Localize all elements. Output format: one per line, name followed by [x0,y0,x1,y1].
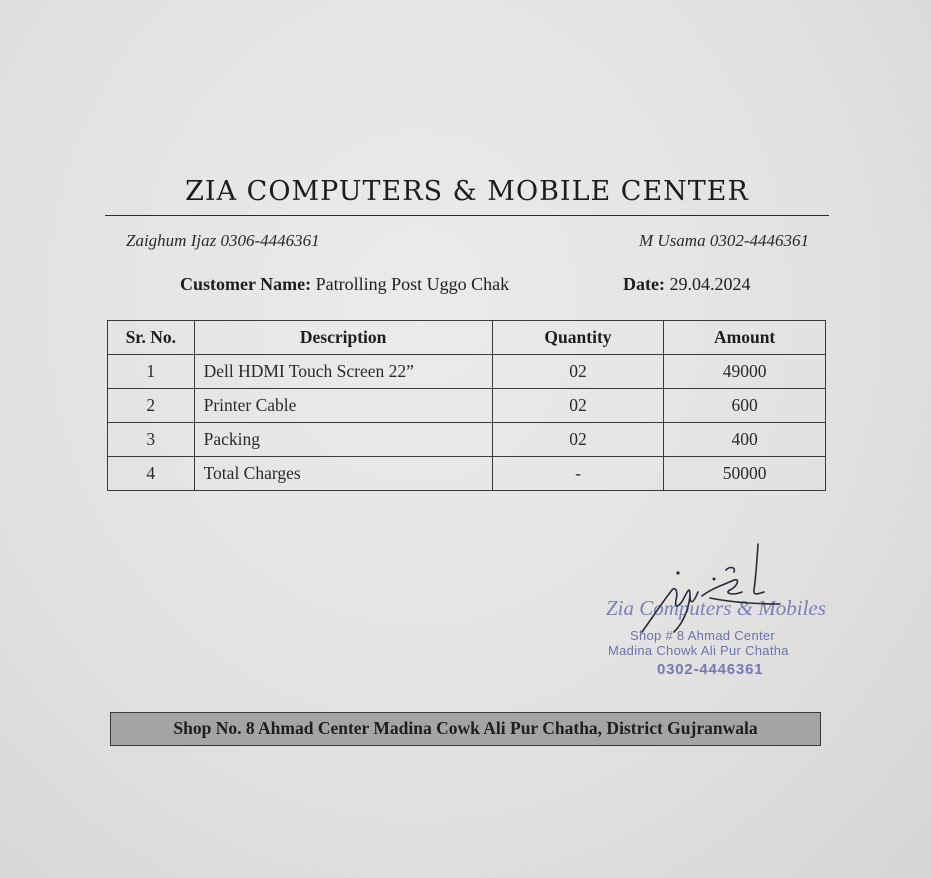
cell-description: Printer Cable [194,389,492,423]
cell-sr: 4 [108,457,195,491]
table-row [108,457,826,491]
contact-left: Zaighum Ijaz 0306-4446361 [126,231,320,250]
date-value: 29.04.2024 [669,274,751,294]
stamp-name: Zia Computers & Mobiles [606,596,826,620]
stamp-address-line-2: Madina Chowk Ali Pur Chatha [608,643,789,658]
cell-quantity: 02 [492,389,664,423]
signature [630,540,790,640]
cell-amount: 600 [664,389,826,423]
header-description: Description [194,321,492,355]
cell-sr: 2 [108,389,195,423]
contact-right: M Usama 0302-4446361 [639,231,809,250]
table-row [108,423,826,457]
items-table [107,320,826,491]
title-divider [105,215,829,216]
cell-description: Total Charges [194,457,492,491]
cell-amount: 49000 [664,355,826,389]
date-label: Date: [623,274,665,294]
cell-amount: 50000 [664,457,826,491]
stamp-address-line-1: Shop # 8 Ahmad Center [630,628,776,643]
customer-value: Patrolling Post Uggo Chak [315,274,510,294]
cell-quantity: 02 [492,355,664,389]
shop-title: ZIA COMPUTERS & MOBILE CENTER [185,176,749,207]
table-row [108,355,826,389]
cell-amount: 400 [664,423,826,457]
table-header-row [108,321,826,355]
invoice-date [623,274,750,295]
header-sr-no: Sr. No. [108,321,195,355]
header-quantity: Quantity [492,321,664,355]
footer-address-bar: Shop No. 8 Ahmad Center Madina Cowk Ali Pur Chatha, District Gujranwala [110,712,821,746]
cell-sr: 3 [108,423,195,457]
customer-label: Customer Name: [180,274,312,294]
cell-description: Dell HDMI Touch Screen 22” [194,355,492,389]
cell-quantity: - [492,457,664,491]
cell-quantity: 02 [492,423,664,457]
table-row [108,389,826,423]
cell-sr: 1 [108,355,195,389]
customer-name [180,274,509,295]
stamp-phone: 0302-4446361 [657,661,764,678]
cell-description: Packing [194,423,492,457]
header-amount: Amount [664,321,826,355]
